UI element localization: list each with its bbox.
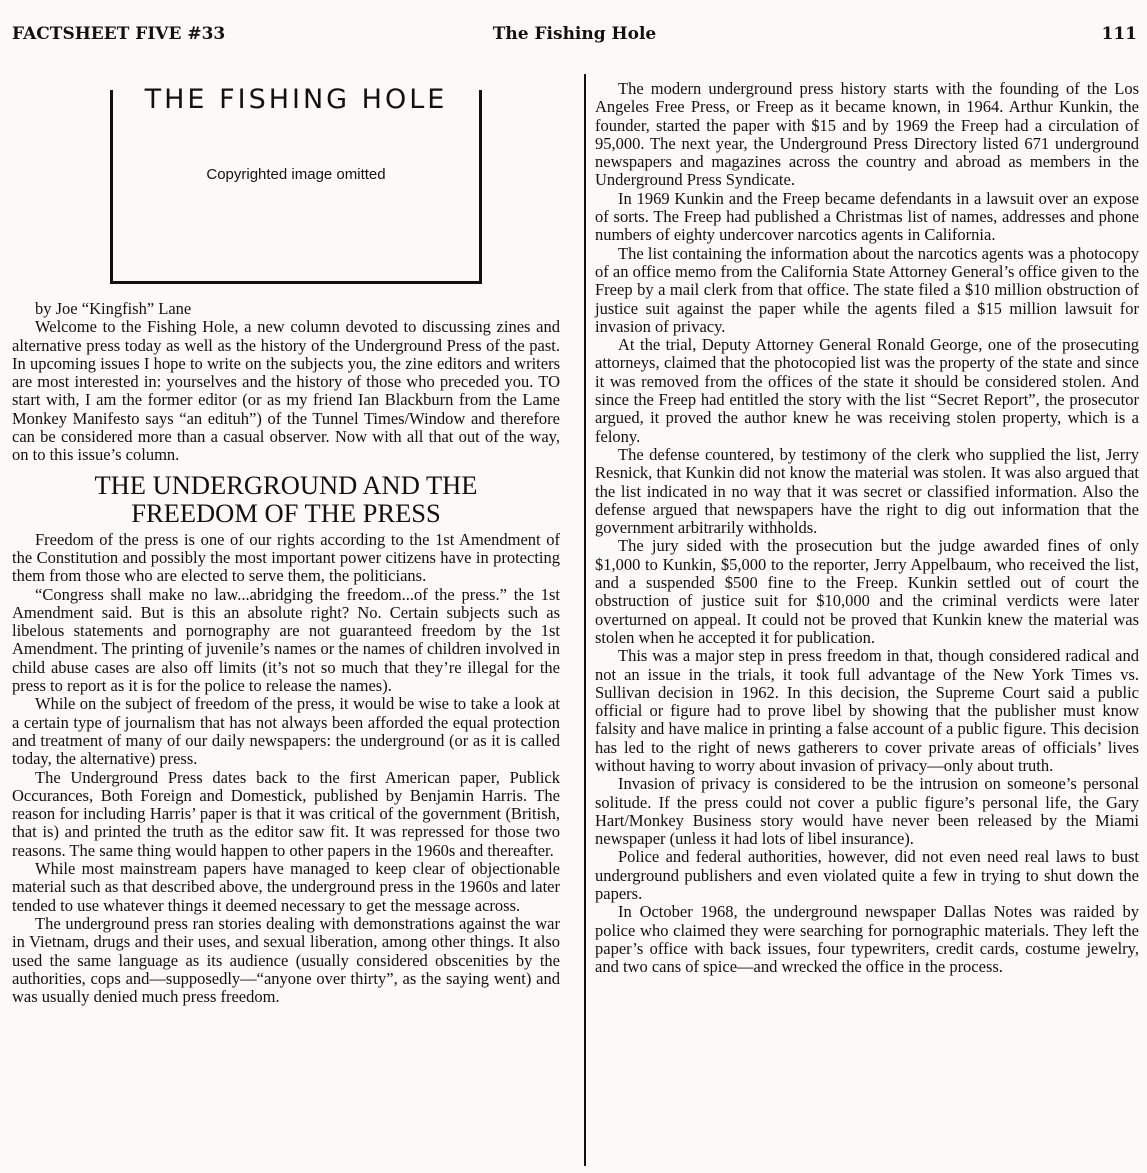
body-paragraph: In 1969 Kunkin and the Freep became defendants in a lawsuit over an expose of sorts. The Freep had published a Christmas list of names, addresses and phone numbers of eighty undercover narcotics agents in California. [595,188,1139,245]
logo-left-border [110,90,113,282]
body-paragraph: While most mainstream papers have managed to keep clear of objectionable material such as that described above, the underground press in the 1960s and later tended to use whatever things it deemed necessary to get the message across. [12,859,560,915]
body-paragraph: The list containing the information about the narcotics agents was a photocopy of an office memo from the California State Attorney General’s office given to the Freep by a mail clerk from that office. The state filed a $10 million obstruction of justice suit against the paper while the agents filed a $15 million lawsuit for invasion of privacy. [595,243,1139,336]
column-logo [110,84,482,284]
body-paragraph: While on the subject of freedom of the press, it would be wise to take a look at a certain type of journalism that has not always been afforded the equal protection and treatment of many of our daily newspapers: the underground (or as it is called today, the alternative) press. [12,694,560,769]
running-header [12,24,1137,48]
body-paragraph: The modern underground press history starts with the founding of the Los Angeles Free Press, or Freep as it became known, in 1964. Arthur Kunkin, the founder, started the paper with $15 and by 1969 the Freep had a circulation of 95,000. The next year, the Underground Press Directory listed 671 underground newspapers and magazines across the country and abroad as members in the Underground Press Syndicate. [595,79,1139,190]
logo-right-border [479,90,482,282]
body-paragraph: The Underground Press dates back to the first American paper, Publick Occurances, Both Foreign and Domestick, published by Benjamin Harris. The reason for including Harris’ paper is that it was critical of the government (British, that is) and printed the truth as the editor saw fit. It was repressed for those two reasons. The same thing would happen to other papers in the 1960s and thereafter. [12,767,560,860]
header-publication: FACTSHEET FIVE #33 [12,24,226,44]
section-title-line-1: THE UNDERGROUND AND THE [94,469,478,500]
body-paragraph: The defense countered, by testimony of the clerk who supplied the list, Jerry Resnick, that Kunkin did not know the material was stolen. It was also argued that the list indicated in no way that it was secret or classified information. Also the defense argued that newspapers have the right to dig out information that the government arbitrarily withholds. [595,444,1139,538]
body-paragraph: Freedom of the press is one of our rights according to the 1st Amendment of the Constitution and possibly the most important power citizens have in protecting them from those who are elected to serve them, the politicians. [12,529,560,586]
right-column [595,80,1139,977]
body-paragraph: This was a major step in press freedom in that, though considered radical and not an issue in the trials, it took full advantage of the New York Times vs. Sullivan decision in 1962. In this decision, the Supreme Court said a public official or figure had to prove libel by showing that the publisher must know falsity and have malice in printing a false account of a public figure. This decision has led to the right of news gatherers to cover private areas of officials’ lives without having to worry about invasion of privacy—only about truth. [595,646,1139,775]
section-title [12,471,560,527]
byline: by Joe “Kingfish” Lane [35,299,192,318]
body-paragraph: The jury sided with the prosecution but the judge awarded fines of only $1,000 to Kunkin, $5,000 to the reporter, Jerry Appelbaum, who received the list, and a suspended $500 fine to the Freep. Kunkin settled out of court the obstruction of justice suit for $10,000 and the criminal verdicts were later overturned on appeal. It could not be proved that Kunkin knew the material was stolen when he accepted it for publication. [595,536,1139,647]
column-divider [584,74,586,1166]
body-paragraph: In October 1968, the underground newspaper Dallas Notes was raided by police who claimed they were searching for pornographic materials. They left the paper’s office with back issues, four typewriters, credit cards, costume jewelry, and two cans of spice—and wrecked the office in the process. [595,902,1139,977]
body-paragraph: Police and federal authorities, however, did not even need real laws to bust underground publishers and even violated quite a few in trying to shut down the papers. [595,847,1139,904]
body-paragraph: “Congress shall make no law...abridging the freedom...of the press.” the 1st Amendment said. But is this an absolute right? No. Certain subjects such as libelous statements and pornography are not guaranteed freedom by the 1st Amendment. The printing of juvenile’s names or the names of children involved in child abuse cases are also off limits (it’s not so much that they’re illegal for the press to report as it is for the police to release the names). [12,584,560,696]
page-number: 111 [1101,24,1137,44]
body-paragraph: The underground press ran stories dealing with demonstrations against the war in Vietnam, drugs and their uses, and sexual liberation, among other things. It also used the same language as its audience (usually considered obscenities by the authorities, cops and—supposedly—“anyone over thirty”, as the saying went) and was usually denied much press freedom. [12,913,560,1007]
logo-title: THE FISHING HOLE [144,84,448,115]
intro-paragraph: Welcome to the Fishing Hole, a new column devoted to discussing zines and alternative press today as well as the history of the Underground Press of the past. In upcoming issues I hope to write on the subjects you, the zine editors and writers are most interested in: yourselves and the history of those who preceded you. TO start with, I am the former editor (or as my friend Ian Blackburn from the Lame Monkey Manifesto says “an edituh”) of the Tunnel Times/Window and therefore can be considered more than a casual observer. Now with all that out of the way, on to this issue’s column. [12,317,560,465]
section-title-line-2: FREEDOM OF THE PRESS [131,497,441,528]
body-paragraph: At the trial, Deputy Attorney General Ronald George, one of the prosecuting attorneys, claimed that the photocopied list was the property of the state and since it was removed from the offices of the state it should be considered stolen. And since the Freep had entitled the story with the list “Secret Report”, the prosecutor argued, it proved the author knew he was receiving stolen property, which is a felony. [595,335,1139,446]
body-paragraph: Invasion of privacy is considered to be the intrusion on someone’s personal solitude. If the press could not cover a public figure’s personal life, the Gary Hart/Monkey Business story would have never been released by the Miami newspaper (unless it had lots of libel insurance). [595,774,1139,849]
image-omitted-note: Copyrighted image omitted [206,166,386,183]
left-column [12,300,560,1006]
logo-bottom-border [110,281,482,284]
header-column-title: The Fishing Hole [492,24,657,44]
